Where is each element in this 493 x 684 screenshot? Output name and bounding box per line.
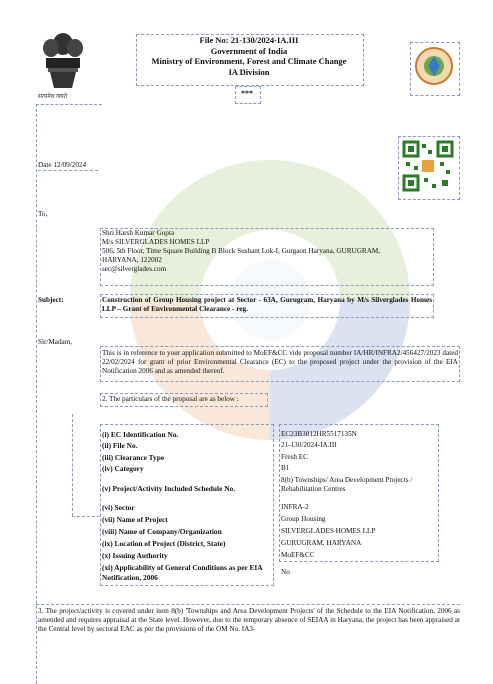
national-emblem <box>38 30 88 102</box>
paragraph-3: 3. The project/activity is covered under item 8(b) 'Townships and Area Development Projects' of the Schedule to the EIA Notification, 2006 as amended and requires appraisal at the State level. However, due to the temporary absence of SEIAA in Haryana, the project has been appraised at the Central level by sectoral EAC as per the provisions of the OM No. IA3- <box>38 607 460 633</box>
particular-label-11: (xi) Applicability of General Conditions as per EIA Notification, 2006 <box>102 563 263 582</box>
header-block <box>136 35 362 77</box>
top-guide <box>36 104 102 105</box>
particular-value-2: 21-130/2024-IA.III <box>281 441 337 449</box>
particular-label-2: (ii) File No. <box>102 441 138 450</box>
emblem-motto: सत्यमेव जयते <box>38 94 68 100</box>
particular-value-1: EC23B3812HR5517135N <box>281 430 357 438</box>
parivesh-logo-icon <box>414 46 454 86</box>
ashoka-emblem-icon <box>38 30 88 94</box>
paragraph-2: 2. The particulars of the proposal are as below : <box>102 395 239 403</box>
particular-value-6: INFRA-2 <box>281 503 309 511</box>
table-left-guide <box>72 414 73 516</box>
salutation: Sir/Madam, <box>38 338 73 346</box>
government-name: Government of India <box>210 45 288 56</box>
particular-label-6: (vi) Sector <box>102 503 135 512</box>
margin-guide <box>36 104 37 684</box>
particular-label-7: (vii) Name of Project <box>102 515 168 524</box>
addressee-block <box>102 229 432 274</box>
division-name: IA Division <box>228 66 270 77</box>
file-number: File No: 21-130/2024-IA.III <box>199 35 299 45</box>
particular-label-5: (v) Project/Activity Included Schedule No. <box>102 484 236 493</box>
particular-value-4: B1 <box>281 464 290 472</box>
addressee-email: sec@silverglades.com <box>102 265 167 273</box>
subject-text: Construction of Group Housing project at Sector - 63A, Gurugram, Haryana by M/s Silverglades Homes LLP – Grant of Environmental Clearance - reg. <box>102 296 432 313</box>
particular-value-11: No <box>281 568 290 576</box>
particular-value-8: SILVERGLADES HOMES LLP <box>281 527 376 535</box>
para3-top-guide <box>36 604 460 605</box>
header-stars: *** <box>241 89 253 98</box>
particular-value-7: Group Housing <box>281 515 326 523</box>
table-bottom-guide <box>72 516 100 517</box>
subject-label: Subject: <box>38 296 64 304</box>
addressee-address-2: HARYANA, 122002 <box>102 256 162 264</box>
particular-label-10: (x) Issuing Authority <box>102 551 168 560</box>
particular-label-4: (iv) Category <box>102 464 144 473</box>
particular-label-9: (ix) Location of Project (District, State) <box>102 539 226 548</box>
to-label: To, <box>38 210 48 218</box>
particular-label-8: (viii) Name of Company/Organization <box>102 527 222 536</box>
addressee-name: Shri Harsh Kumar Gupta <box>102 229 175 237</box>
qr-code-icon <box>402 140 454 192</box>
particular-value-3: Fresh EC <box>281 453 308 461</box>
addressee-company: M/s SILVERGLADES HOMES LLP <box>102 238 210 246</box>
particular-value-5: 8(b) Townships/ Area Development Projects / Rehabilitation Centres <box>281 476 413 493</box>
particular-label-1: (i) EC Identification No. <box>102 430 179 439</box>
addressee-address-1: 506, 5th Floor, Time Square Building B Block Sushant Lok-I, Gurgaon Haryana, GURUGRAM, <box>102 247 381 255</box>
particular-value-10: MoEF&CC <box>281 551 315 559</box>
date-underline <box>38 170 98 171</box>
ministry-name: Ministry of Environment, Forest and Climate Change <box>151 56 347 66</box>
paragraph-1: This is in reference to your application submitted to MoEF&CC vide proposal number IA/HR/INFRA2/456427/2023 dated 22/02/2024 for grant of prior Environmental Clearance (EC) to the proposed project under the provision of the EIA Notification 2006 and as amended thereof. <box>102 349 458 375</box>
particular-value-9: GURUGRAM, HARYANA <box>281 539 362 547</box>
letter-date: Date 12/09/2024 <box>38 161 87 169</box>
particular-label-3: (iii) Clearance Type <box>102 453 165 462</box>
